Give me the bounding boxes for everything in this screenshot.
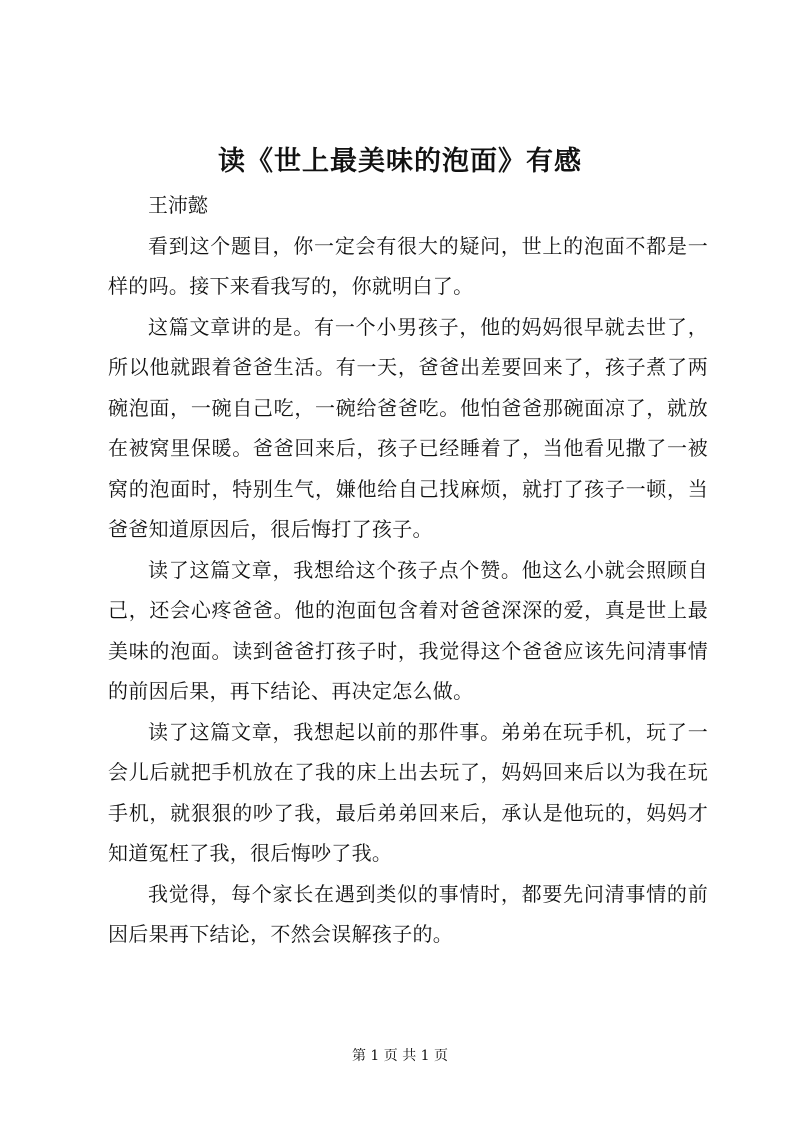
page-footer: 第 1 页 共 1 页 <box>351 1048 449 1064</box>
paragraph-5: 我觉得，每个家长在遇到类似的事情时，都要先问清事情的前因后果再下结论，不然会误解孩子的。 <box>108 881 708 946</box>
paragraph-1: 看到这个题目，你一定会有很大的疑问，世上的泡面不都是一样的吗。接下来看我写的，你就明白了。 <box>108 233 708 298</box>
page-title: 读《世上最美味的泡面》有感 <box>218 146 582 177</box>
author-name: 王沛懿 <box>148 193 208 217</box>
paragraph-3: 读了这篇文章，我想给这个孩子点个赞。他这么小就会照顾自己，还会心疼爸爸。他的泡面包含着对爸爸深深的爱，真是世上最美味的泡面。读到爸爸打孩子时，我觉得这个爸爸应该先问清事情的前因后果，再下结论、再决定怎么做。 <box>108 557 708 703</box>
paragraph-2: 这篇文章讲的是。有一个小男孩子，他的妈妈很早就去世了，所以他就跟着爸爸生活。有一天，爸爸出差要回来了，孩子煮了两碗泡面，一碗自己吃，一碗给爸爸吃。他怕爸爸那碗面凉了，就放在被窝里保暖。爸爸回来后，孩子已经睡着了，当他看见撒了一被窝的泡面时，特别生气，嫌他给自己找麻烦，就打了孩子一顿，当爸爸知道原因后，很后悔打了孩子。 <box>108 314 708 541</box>
document-body <box>108 185 708 955</box>
paragraph-4: 读了这篇文章，我想起以前的那件事。弟弟在玩手机，玩了一会儿后就把手机放在了我的床上出去玩了，妈妈回来后以为我在玩手机，就狠狠的吵了我，最后弟弟回来后，承认是他玩的，妈妈才知道冤枉了我，很后悔吵了我。 <box>108 719 708 865</box>
